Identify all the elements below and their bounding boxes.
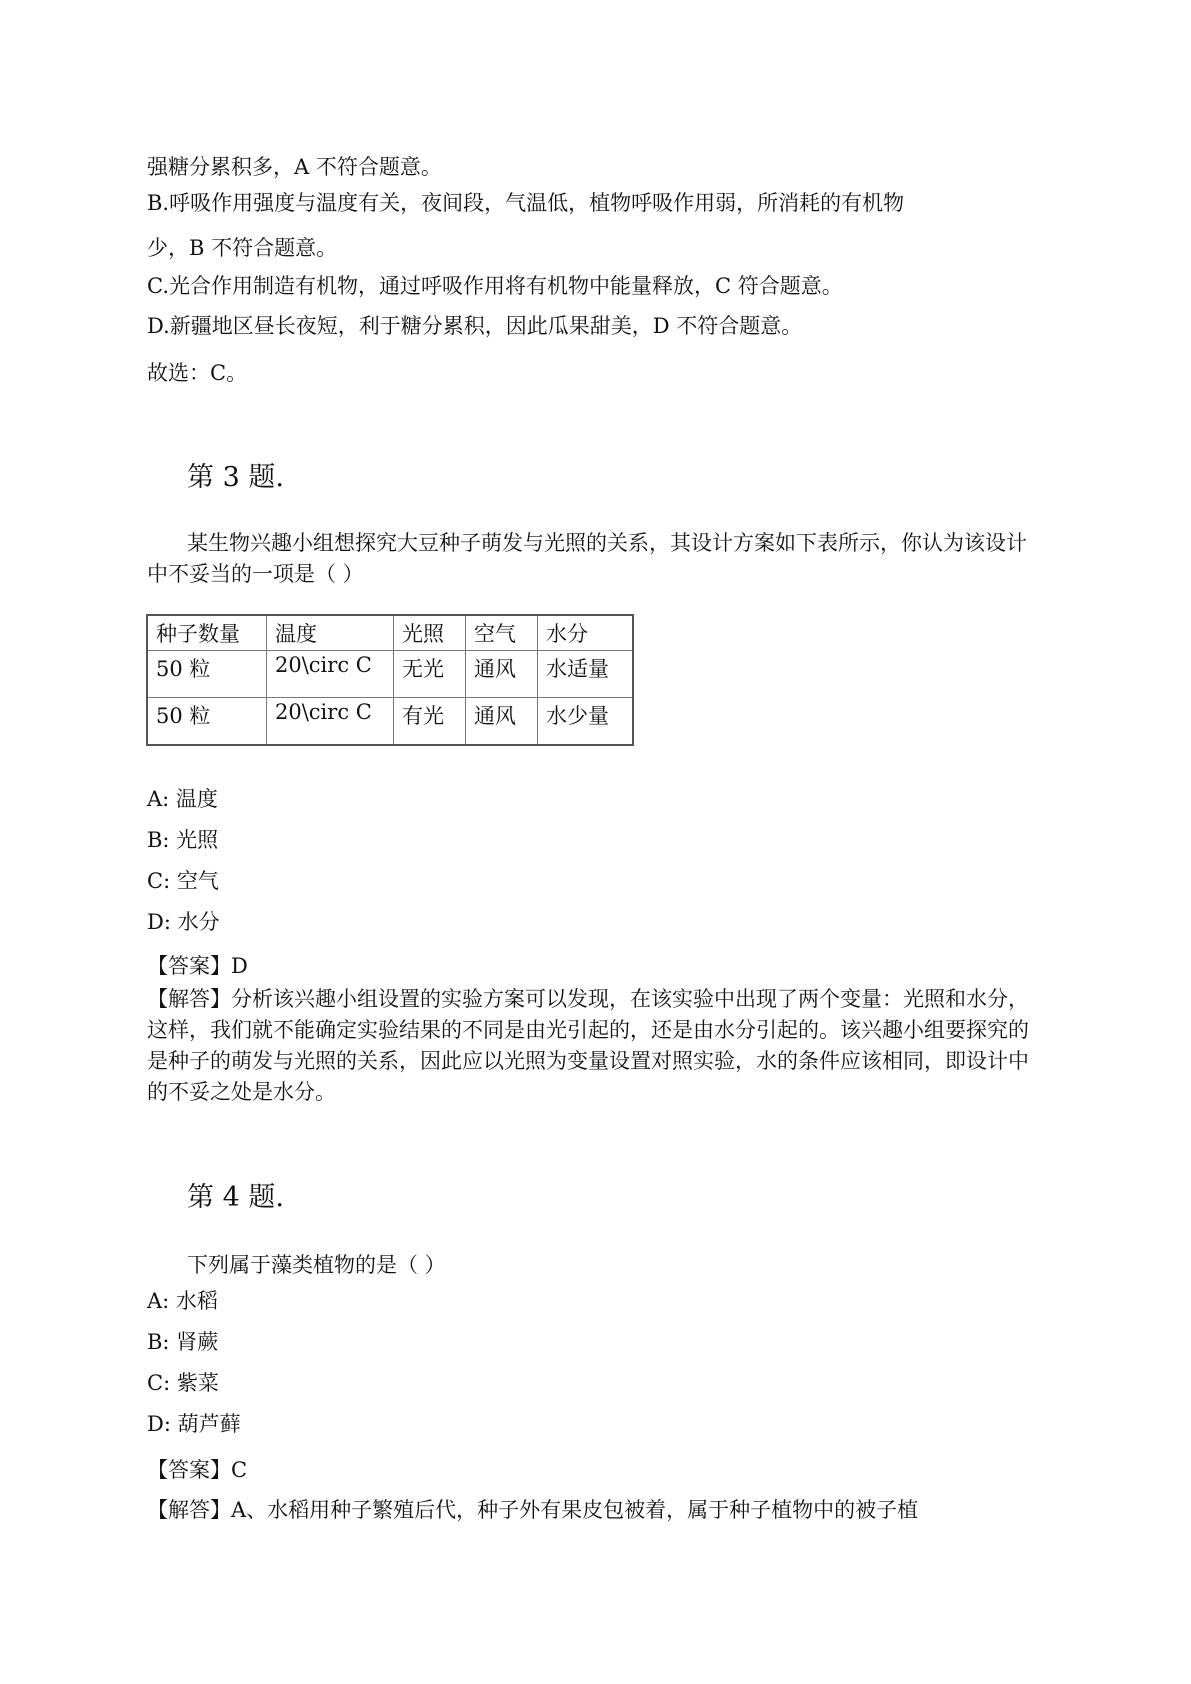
table-cell: 通风 [466, 698, 538, 746]
q4-option-d: D: 葫芦藓 [147, 1412, 241, 1436]
table-cell: 50 粒 [147, 698, 267, 746]
table-header-cell: 温度 [267, 615, 394, 651]
q3-experiment-table [146, 614, 634, 746]
q4-option-c: C: 紫菜 [147, 1371, 219, 1395]
table-header-row [147, 615, 633, 651]
table-row [147, 698, 633, 746]
prev-solution-line-b2: 少，B 不符合题意。 [147, 236, 338, 260]
q4-answer: 【答案】C [147, 1458, 248, 1482]
prev-solution-line-c: C.光合作用制造有机物，通过呼吸作用将有机物中能量释放，C 符合题意。 [147, 274, 843, 298]
q3-option-c: C: 空气 [147, 869, 219, 893]
q3-option-d: D: 水分 [147, 910, 220, 934]
table-cell: 通风 [466, 651, 538, 698]
q3-option-a: A: 温度 [147, 787, 218, 811]
q3-answer: 【答案】D [147, 954, 248, 978]
table-header-cell: 空气 [466, 615, 538, 651]
prev-solution-line-b1: B.呼吸作用强度与温度有关，夜间段，气温低，植物呼吸作用弱，所消耗的有机物 [147, 191, 905, 215]
q3-heading: 第 3 题. [187, 462, 284, 493]
prev-solution-line-d: D.新疆地区昼长夜短，利于糖分累积，因此瓜果甜美，D 不符合题意。 [147, 314, 803, 338]
q4-option-a: A: 水稻 [147, 1289, 218, 1313]
q4-stem: 下列属于藻类植物的是（ ） [187, 1253, 446, 1277]
q4-explanation: 【解答】A、水稻用种子繁殖后代，种子外有果皮包被着，属于种子植物中的被子植 [147, 1498, 919, 1522]
table-cell: 无光 [394, 651, 466, 698]
table-cell: 50 粒 [147, 651, 267, 698]
q3-explanation: 【解答】分析该兴趣小组设置的实验方案可以发现，在该实验中出现了两个变量：光照和水分，这样，我们就不能确定实验结果的不同是由光引起的，还是由水分引起的。该兴趣小组要探究的是种子的萌发与光照的关系，因此应以光照为变量设置对照实验，水的条件应该相同，即设计中的不妥之处是水分。 [147, 987, 1029, 1104]
q3-stem: 某生物兴趣小组想探究大豆种子萌发与光照的关系，其设计方案如下表所示，你认为该设计中不妥当的一项是（ ） [147, 531, 1027, 586]
table-cell: 20\circ C [267, 698, 394, 746]
q4-option-b: B: 肾蕨 [147, 1330, 219, 1354]
q3-option-b: B: 光照 [147, 828, 219, 852]
table-cell: 水少量 [538, 698, 634, 746]
table-cell: 有光 [394, 698, 466, 746]
table-header-cell: 种子数量 [147, 615, 267, 651]
prev-solution-line-a: 强糖分累积多，A 不符合题意。 [147, 155, 442, 179]
q4-heading: 第 4 题. [187, 1182, 284, 1213]
table-header-cell: 水分 [538, 615, 634, 651]
table-cell: 20\circ C [267, 651, 394, 698]
table-cell: 水适量 [538, 651, 634, 698]
table-header-cell: 光照 [394, 615, 466, 651]
table-row [147, 651, 633, 698]
prev-solution-conclusion: 故选：C。 [147, 361, 248, 385]
